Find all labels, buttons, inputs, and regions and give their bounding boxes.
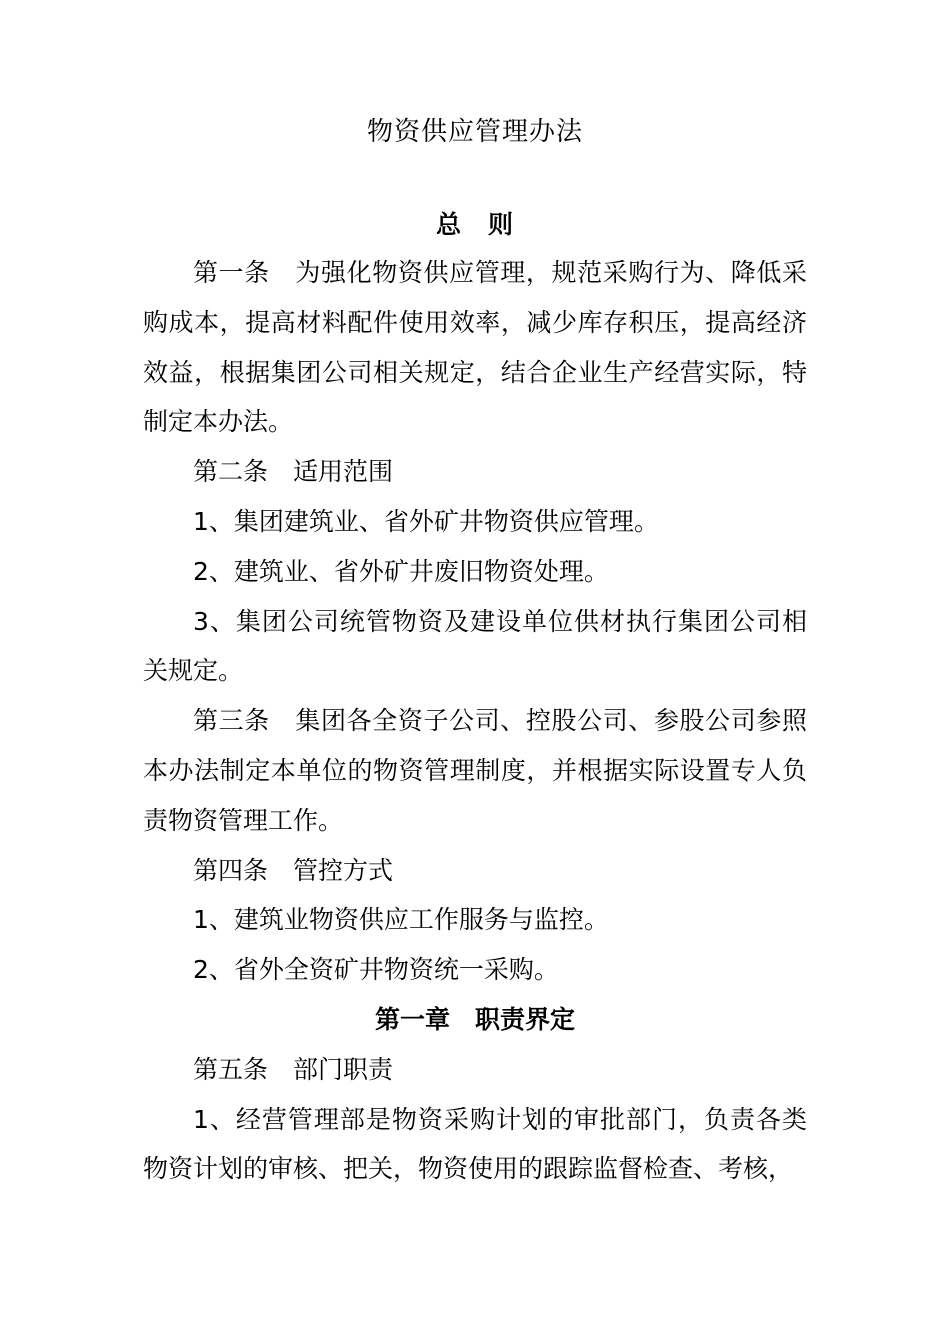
- article-1-paragraph: 第一条 为强化物资供应管理，规范采购行为、降低采购成本，提高材料配件使用效率，减少库存积压，提高经济效益，根据集团公司相关规定，结合企业生产经营实际，特制定本办法。: [143, 258, 807, 437]
- article-4-item-2: 2、省外全资矿井物资统一采购。: [193, 955, 559, 985]
- article-2-item-1: 1、集团建筑业、省外矿井物资供应管理。: [193, 506, 659, 536]
- article-2-paragraph: 第二条 适用范围: [193, 457, 394, 487]
- document-body: [143, 248, 807, 1194]
- article-5-paragraph: 第五条 部门职责: [193, 1054, 394, 1084]
- document-title: 物资供应管理办法: [366, 117, 583, 147]
- article-2-item-2: 2、建筑业、省外矿井废旧物资处理。: [193, 556, 609, 586]
- general-provisions-heading: 总 则: [435, 210, 514, 239]
- chapter-1-heading: 第一章 职责界定: [374, 1004, 575, 1034]
- article-4-paragraph: 第四条 管控方式: [193, 855, 394, 885]
- article-5-item-1: 1、经营管理部是物资采购计划的审批部门，负责各类物资计划的审核、把关，物资使用的跟踪监督检查、考核，: [143, 1104, 807, 1184]
- article-4-item-1: 1、建筑业物资供应工作服务与监控。: [193, 905, 609, 935]
- article-3-paragraph: 第三条 集团各全资子公司、控股公司、参股公司参照本办法制定本单位的物资管理制度，并根据实际设置专人负责物资管理工作。: [143, 706, 807, 835]
- article-2-item-3: 3、集团公司统管物资及建设单位供材执行集团公司相关规定。: [143, 606, 807, 686]
